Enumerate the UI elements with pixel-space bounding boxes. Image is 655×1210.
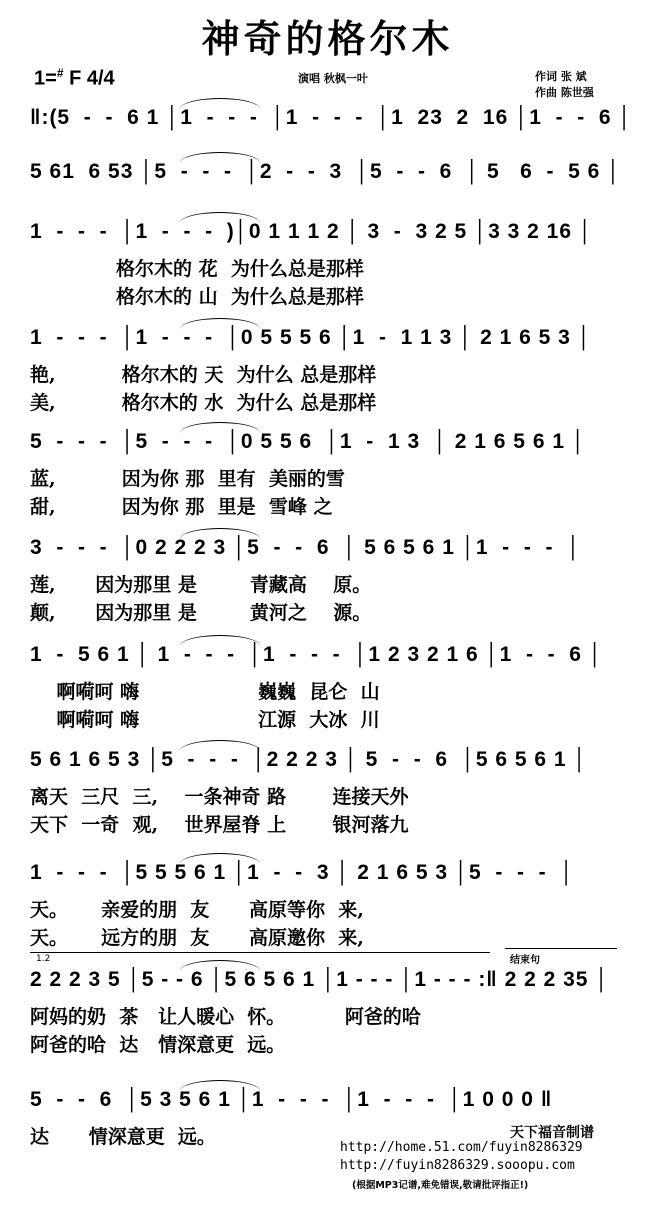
lyricist-credit: 作词 张 斌: [535, 70, 587, 83]
ending-bracket: [505, 948, 617, 949]
slur-arc: [180, 528, 260, 539]
lyric-line: 艳, 格尔木的 天 为什么 总是那样: [30, 364, 377, 386]
notation-row: 3 - - - │0 2 2 2 3 │5 - - 6 │ 5 6 5 6 1 │1 - - - │: [30, 536, 582, 559]
lyric-line: 阿爸的哈 达 情深意更 远。: [30, 1034, 286, 1056]
slur-arc: [180, 98, 260, 109]
lyric-line: 莲, 因为那里 是 青藏高 原。: [30, 574, 372, 596]
slur-arc: [180, 635, 260, 646]
lyric-line: 美, 格尔木的 水 为什么 总是那样: [30, 392, 377, 414]
notation-row: 1 - - - │5 5 5 6 1 │1 - - 3 │ 2 1 6 5 3 │5 - - - │: [30, 861, 575, 884]
slur-arc: [180, 422, 260, 433]
notation-row: 5 61 6 53 │5 - - - │2 - - 3 │5 - - 6 │ 5 6 - 5 6 │: [30, 160, 622, 183]
url-two[interactable]: http://fuyin8286329.sooopu.com: [340, 1158, 575, 1173]
slur-arc: [180, 212, 260, 223]
slur-arc: [180, 1080, 260, 1091]
url-one[interactable]: http://home.51.com/fuyin8286329: [340, 1140, 583, 1155]
lyric-line: 格尔木的 花 为什么总是那样: [30, 258, 364, 280]
slur-arc: [180, 740, 260, 751]
sharp-sign: #: [56, 66, 64, 80]
volta-bracket: [30, 952, 490, 953]
meter: F 4/4: [69, 67, 115, 90]
lyric-line: 天。 亲爱的朋 友 高原等你 来,: [30, 899, 364, 921]
notation-row: 5 - - - │5 - - - │0 5 5 6 │1 - 1 3 │ 2 1 6 5 6 1 │: [30, 430, 586, 453]
lyric-line: 格尔木的 山 为什么总是那样: [30, 286, 364, 308]
lyric-line: 阿妈的奶 茶 让人暖心 怀。 阿爸的哈: [30, 1006, 421, 1028]
notation-row: 1 - - - │1 - - - )│0 1 1 1 2 │ 3 - 3 2 5 │3 3 2 16 │: [30, 220, 593, 243]
lyric-line: 离天 三尺 三, 一条神奇 路 连接天外: [30, 786, 409, 808]
ending-label: 结束句: [510, 955, 540, 966]
lyric-line: 蓝, 因为你 那 里有 美丽的雪: [30, 468, 345, 490]
lyric-line: 达 情深意更 远。: [30, 1126, 216, 1148]
notation-row: 5 - - 6 │5 3 5 6 1 │1 - - - │1 - - - │1 0 0 0 ‖: [30, 1088, 553, 1111]
slur-arc: [180, 960, 260, 971]
notation-row: 1 - - - │1 - - - │0 5 5 5 6 │1 - 1 1 3 │ 2 1 6 5 3 │: [30, 326, 592, 349]
lyric-line: 天下 一奇 观, 世界屋脊 上 银河落九: [30, 814, 409, 836]
singer-credit: 演唱 秋枫一叶: [298, 72, 368, 85]
slur-arc: [180, 853, 260, 864]
notation-row: ‖:(5 - - 6 1 │1 - - - │1 - - - │1 23 2 16 │1 - - 6 │: [30, 106, 633, 129]
notation-row: 2 2 2 3 5 │5 - - 6 │5 6 5 6 1 │1 - - - │1 - - - :‖ 2 2 2 35 │: [30, 968, 610, 991]
lyric-line: 啊嗬呵 嗨 巍巍 昆仑 山: [30, 681, 380, 703]
notation-row: 5 6 1 6 5 3 │5 - - - │2 2 2 3 │ 5 - - 6 │5 6 5 6 1 │: [30, 748, 588, 771]
footnote: (根据MP3记谱,难免错误,敬请批评指正!): [352, 1180, 529, 1191]
lyric-line: 啊嗬呵 嗨 江源 大冰 川: [30, 709, 380, 731]
key-signature: [34, 66, 115, 91]
slur-arc: [180, 152, 260, 163]
key-prefix: 1=: [34, 67, 57, 90]
volta-marker: 1.2: [36, 954, 51, 964]
song-title: 神奇的格尔木: [201, 16, 454, 61]
lyric-line: 甜, 因为你 那 里是 雪峰 之: [30, 496, 333, 518]
composer-credit: 作曲 陈世强: [535, 86, 594, 99]
arranger-brand: 天下福音制谱: [510, 1125, 594, 1141]
slur-arc: [180, 318, 260, 329]
lyric-line: 颠, 因为那里 是 黄河之 源。: [30, 602, 372, 624]
lyric-line: 天。 远方的朋 友 高原邀你 来,: [30, 927, 364, 949]
notation-row: 1 - 5 6 1 │ 1 - - - │1 - - - │1 2 3 2 1 6 │1 - - 6 │: [30, 643, 603, 666]
